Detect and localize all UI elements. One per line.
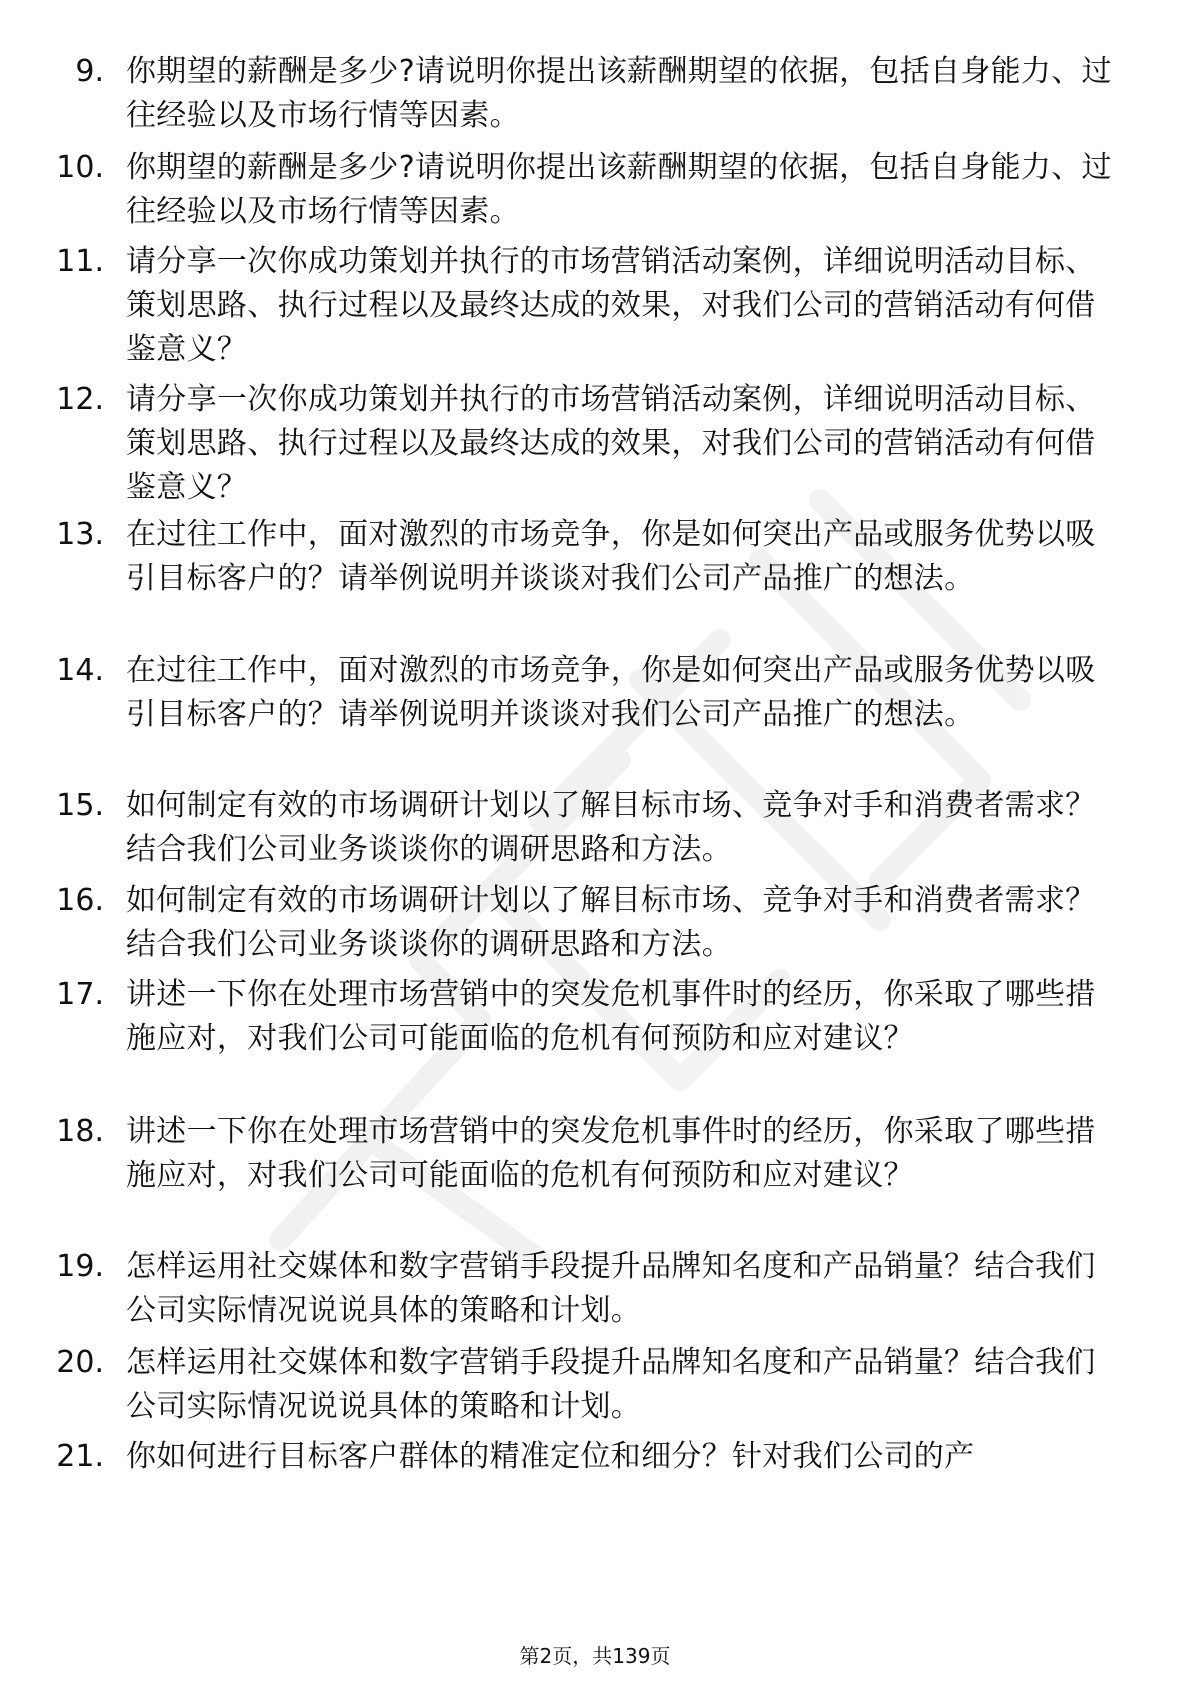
item-number: 11. — [56, 244, 104, 279]
item-number: 15. — [56, 788, 104, 823]
page-footer: 第2页，共139页 — [519, 1644, 671, 1668]
item-text: 如何制定有效的市场调研计划以了解目标市场、竞争对手和消费者需求？结合我们公司业务谈谈你的调研思路和方法。 — [126, 883, 1096, 962]
item-text: 怎样运用社交媒体和数字营销手段提升品牌知名度和产品销量？结合我们公司实际情况说说具体的策略和计划。 — [126, 1345, 1096, 1424]
item-number: 12. — [56, 382, 104, 417]
item-number: 20. — [56, 1345, 104, 1380]
item-text: 请分享一次你成功策划并执行的市场营销活动案例，详细说明活动目标、策划思路、执行过程以及最终达成的效果，对我们公司的营销活动有何借鉴意义？ — [126, 244, 1096, 367]
item-number: 10. — [56, 150, 104, 185]
item-text: 你期望的薪酬是多少?请说明你提出该薪酬期望的依据，包括自身能力、过往经验以及市场行情等因素。 — [126, 54, 1112, 133]
item-text: 在过往工作中，面对激烈的市场竞争，你是如何突出产品或服务优势以吸引目标客户的？请举例说明并谈谈对我们公司产品推广的想法。 — [126, 653, 1096, 732]
item-number: 14. — [56, 653, 104, 688]
item-number: 17. — [56, 977, 104, 1012]
item-number: 21. — [56, 1439, 104, 1474]
item-number: 19. — [56, 1249, 104, 1284]
item-number: 18. — [56, 1114, 104, 1149]
item-text: 你如何进行目标客户群体的精准定位和细分？针对我们公司的产 — [126, 1439, 975, 1474]
item-text: 怎样运用社交媒体和数字营销手段提升品牌知名度和产品销量？结合我们公司实际情况说说具体的策略和计划。 — [126, 1249, 1096, 1328]
item-text: 你期望的薪酬是多少?请说明你提出该薪酬期望的依据，包括自身能力、过往经验以及市场行情等因素。 — [126, 150, 1112, 229]
item-text: 如何制定有效的市场调研计划以了解目标市场、竞争对手和消费者需求？结合我们公司业务谈谈你的调研思路和方法。 — [126, 788, 1096, 867]
item-text: 讲述一下你在处理市场营销中的突发危机事件时的经历，你采取了哪些措施应对，对我们公司可能面临的危机有何预防和应对建议？ — [126, 1114, 1096, 1193]
item-text: 请分享一次你成功策划并执行的市场营销活动案例，详细说明活动目标、策划思路、执行过程以及最终达成的效果，对我们公司的营销活动有何借鉴意义？ — [126, 382, 1096, 505]
item-text: 在过往工作中，面对激烈的市场竞争，你是如何突出产品或服务优势以吸引目标客户的？请举例说明并谈谈对我们公司产品推广的想法。 — [126, 517, 1096, 596]
item-text: 讲述一下你在处理市场营销中的突发危机事件时的经历，你采取了哪些措施应对，对我们公司可能面临的危机有何预防和应对建议？ — [126, 977, 1096, 1056]
item-number: 16. — [56, 883, 104, 918]
item-number: 9. — [75, 54, 104, 89]
item-number: 13. — [56, 517, 104, 552]
